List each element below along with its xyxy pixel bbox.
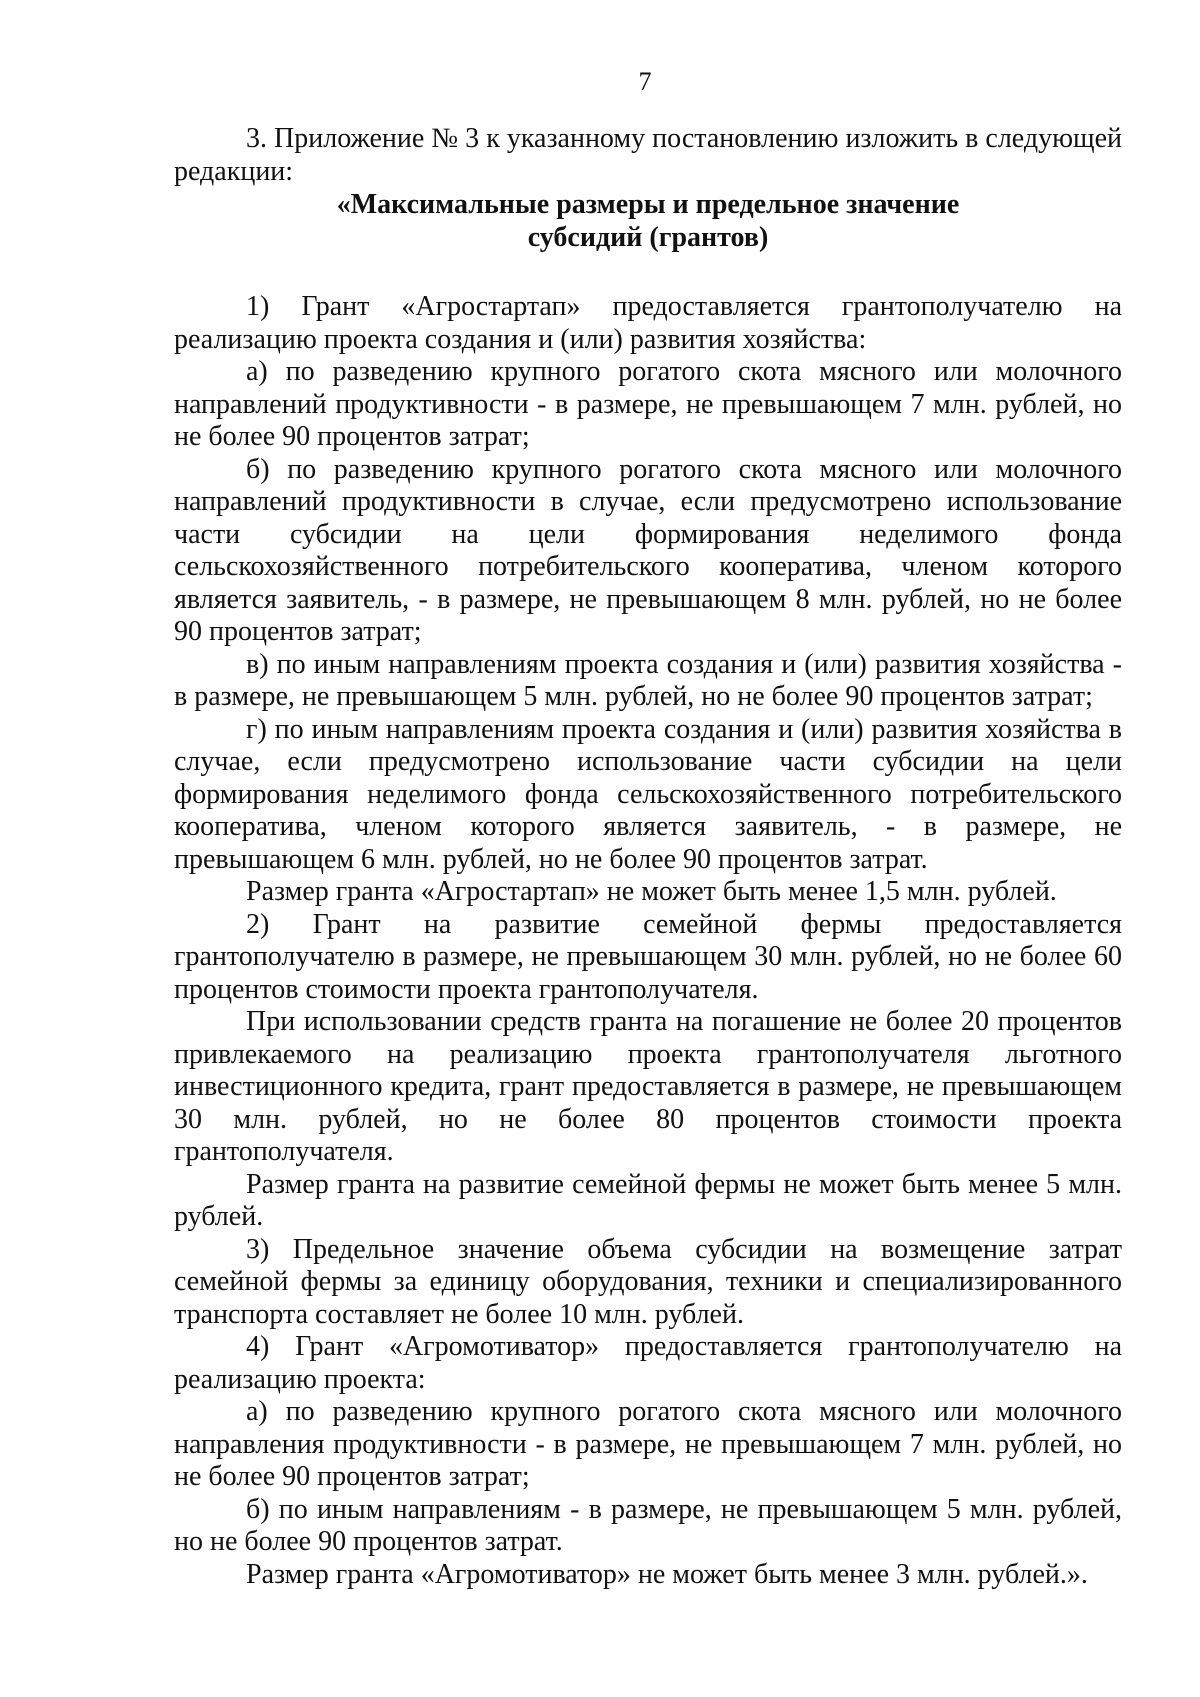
paragraph-family-farm-grant: 2) Грант на развитие семейной фермы предоставляется грантополучателю в размере, не превышающем 30 млн. рублей, но не более 60 процентов стоимости проекта грантополучателя. bbox=[174, 908, 1122, 1005]
paragraph-agromotivator-b: б) по иным направлениям - в размере, не превышающем 5 млн. рублей, но не более 90 процентов затрат. bbox=[174, 1493, 1122, 1557]
intro-paragraph: 3. Приложение № 3 к указанному постановлению изложить в следующей редакции: bbox=[174, 123, 1122, 187]
paragraph-agrostartap-minimum: Размер гранта «Агростартап» не может быть менее 1,5 млн. рублей. bbox=[246, 876, 1057, 907]
heading-line-1: «Максимальные размеры и предельное значение bbox=[336, 189, 960, 220]
paragraph-equipment-limit: 3) Предельное значение объема субсидии на возмещение затрат семейной фермы за единицу оборудования, техники и специализированного транспорта составляет не более 10 млн. рублей. bbox=[174, 1233, 1122, 1330]
paragraph-agromotivator: 4) Грант «Агромотиватор» предоставляется грантополучателю на реализацию проекта: bbox=[174, 1331, 1122, 1395]
appendix-heading bbox=[174, 189, 1122, 254]
page-number: 7 bbox=[638, 67, 652, 96]
paragraph-agrostartap-a: а) по разведению крупного рогатого скота мясного или молочного направлений продуктивности - в размере, не превышающем 7 млн. рублей, но не более 90 процентов затрат; bbox=[174, 356, 1122, 452]
paragraph-family-farm-minimum: Размер гранта на развитие семейной фермы не может быть менее 5 млн. рублей. bbox=[174, 1168, 1122, 1232]
paragraph-agrostartap-v: в) по иным направлениям проекта создания и (или) развития хозяйства - в размере, не превышающем 5 млн. рублей, но не более 90 процентов затрат; bbox=[174, 648, 1122, 712]
document-body bbox=[174, 123, 1122, 1591]
paragraph-agrostartap-g: г) по иным направлениям проекта создания и (или) развития хозяйства в случае, если предусмотрено использование части субсидии на цели формирования неделимого фонда сельскохозяйственного потребительского кооператива, членом которого является заявитель, - в размере, не превышающем 6 млн. рублей, но не более 90 процентов затрат. bbox=[174, 713, 1122, 875]
paragraph-agromotivator-minimum: Размер гранта «Агромотиватор» не может быть менее 3 млн. рублей.». bbox=[246, 1558, 1088, 1590]
paragraph-agromotivator-a: а) по разведению крупного рогатого скота мясного или молочного направления продуктивности - в размере, не превышающем 7 млн. рублей, но не более 90 процентов затрат; bbox=[174, 1396, 1122, 1492]
paragraph-agrostartap: 1) Грант «Агростартап» предоставляется грантополучателю на реализацию проекта создания и (или) развития хозяйства: bbox=[174, 291, 1122, 355]
heading-line-2: субсидий (грантов) bbox=[527, 221, 769, 253]
paragraph-family-farm-credit: При использовании средств гранта на погашение не более 20 процентов привлекаемого на реализацию проекта грантополучателя льготного инвестиционного кредита, грант предоставляется в размере, не превышающем 30 млн. рублей, но не более 80 процентов стоимости проекта грантополучателя. bbox=[174, 1006, 1122, 1167]
paragraph-agrostartap-b: б) по разведению крупного рогатого скота мясного или молочного направлений продуктивности в случае, если предусмотрено использование части субсидии на цели формирования неделимого фонда сельскохозяйственного потребительского кооператива, членом которого является заявитель, - в размере, не превышающем 8 млн. рублей, но не более 90 процентов затрат; bbox=[174, 453, 1122, 647]
